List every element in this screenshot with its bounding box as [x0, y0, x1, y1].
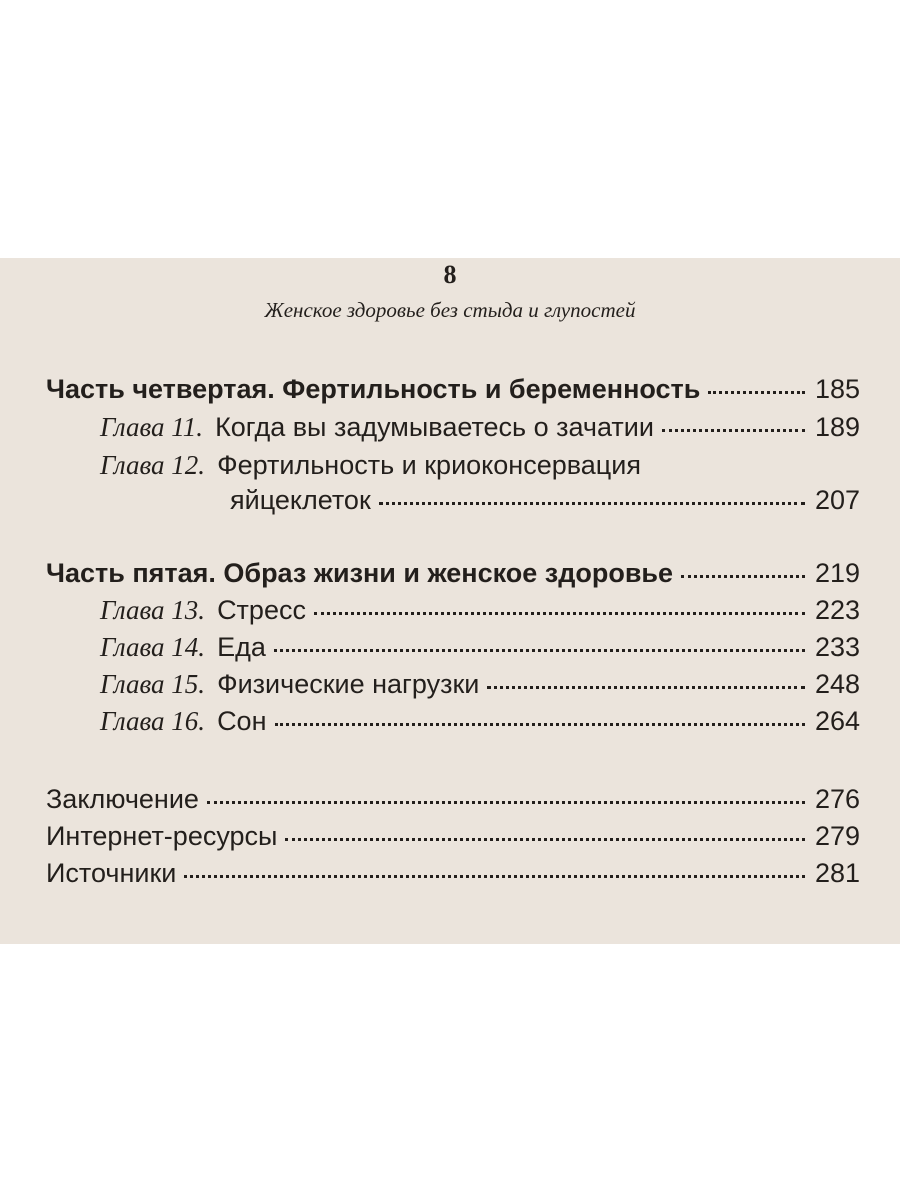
dot-leader	[708, 391, 805, 394]
toc-page-number: 264	[814, 706, 860, 736]
toc-sources	[46, 856, 860, 890]
dot-leader	[662, 429, 805, 432]
chapter-title: Физические нагрузки	[217, 669, 480, 699]
toc-chapter-13	[100, 593, 860, 627]
toc-chapter-12-continuation	[230, 483, 860, 517]
dot-leader	[487, 686, 805, 689]
book-page	[0, 258, 900, 944]
dot-leader	[314, 612, 805, 615]
toc-page-number: 279	[814, 821, 860, 851]
toc-page-number: 248	[814, 669, 860, 699]
toc-conclusion	[46, 782, 860, 816]
dot-leader	[379, 502, 805, 505]
page-number: 8	[443, 260, 457, 289]
toc-page-number: 233	[814, 632, 860, 662]
chapter-label: Глава 13.	[100, 595, 206, 625]
toc-chapter-11	[100, 410, 860, 444]
dot-leader	[207, 801, 805, 804]
chapter-title-continuation: яйцеклеток	[230, 485, 371, 515]
toc-chapter-12	[100, 448, 860, 482]
toc-page-number: 185	[814, 374, 860, 404]
chapter-title: Когда вы задумываетесь о зачатии	[215, 412, 654, 442]
chapter-label: Глава 11.	[100, 412, 204, 442]
dot-leader	[274, 649, 805, 652]
toc-internet-resources	[46, 819, 860, 853]
toc-entry-title: Источники	[46, 858, 177, 888]
toc-entry-title: Интернет-ресурсы	[46, 821, 278, 851]
dot-leader	[285, 838, 804, 841]
dot-leader	[681, 575, 805, 578]
dot-leader	[184, 875, 805, 878]
chapter-title: Сон	[217, 706, 267, 736]
chapter-title: Еда	[217, 632, 266, 662]
toc-part-title: Часть четвертая. Фертильность и беременность	[46, 374, 701, 404]
toc-part-4	[46, 372, 860, 406]
toc-chapter-15	[100, 667, 860, 701]
chapter-label: Глава 12.	[100, 450, 206, 480]
toc-page-number: 207	[814, 485, 860, 515]
dot-leader	[275, 723, 805, 726]
chapter-title: Стресс	[217, 595, 306, 625]
toc-page-number: 276	[814, 784, 860, 814]
toc-chapter-14	[100, 630, 860, 664]
toc-chapter-16	[100, 704, 860, 738]
chapter-title: Фертильность и криоконсервация	[217, 450, 641, 480]
chapter-label: Глава 15.	[100, 669, 206, 699]
toc-entry-title: Заключение	[46, 784, 199, 814]
toc-page-number: 223	[814, 595, 860, 625]
toc-page-number: 281	[814, 858, 860, 888]
toc-part-5	[46, 556, 860, 590]
toc-part-title: Часть пятая. Образ жизни и женское здоровье	[46, 558, 674, 588]
chapter-label: Глава 16.	[100, 706, 206, 736]
chapter-label: Глава 14.	[100, 632, 206, 662]
running-title: Женское здоровье без стыда и глупостей	[264, 298, 636, 322]
toc-page-number: 189	[814, 412, 860, 442]
toc-page-number: 219	[814, 558, 860, 588]
